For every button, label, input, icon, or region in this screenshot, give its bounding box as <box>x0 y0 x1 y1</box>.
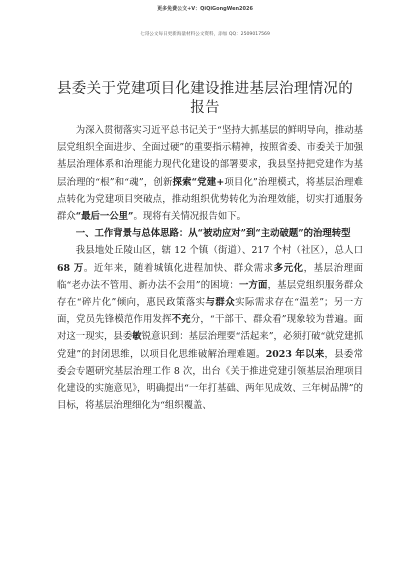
document-title <box>50 80 360 118</box>
title-line-2: 报告 <box>190 100 220 116</box>
intro-bold-1: 探索“党建+ <box>172 176 225 188</box>
watermark-sub-note: 七哥公文每日更新海量材料公文资料，添加 QQ：2509017569 <box>140 32 270 37</box>
bg-bold-3: 一方面 <box>238 279 268 291</box>
watermark-top-note: 更多免费公文+V：QiQiGongWen2026 <box>157 6 253 12</box>
bg-bold-6: 敏 <box>132 331 142 343</box>
bg-text-2: 。近年来，随着城镇化进程加快、群众需求 <box>83 262 274 274</box>
intro-text-2: 项目化”治理模式，将基层治理难点转化为党建项目突破点，推动组织优势转化为治理效能，切实打通服务群众 <box>57 176 363 223</box>
background-paragraph <box>57 242 363 414</box>
bg-text-5: 实际需求存在“温差”；另一方面，党员先锋模范作用发挥 <box>57 297 363 326</box>
intro-text-3: 。现将有关情况报告如下。 <box>133 211 246 223</box>
intro-text-1: 为深入贯彻落实习近平总书记关于“坚持大抓基层的鲜明导向，推动基层党组织全面进步、全面过硬”的重要指示精神，按照省委、市委关于加强基层治理体系和治理能力现代化建设的部署要求，我县坚持把党建作为基层治理的“根”和“魂”，创新 <box>57 125 363 188</box>
bg-bold-2: 多元化 <box>273 262 304 274</box>
bg-bold-1: 68 万 <box>57 262 84 274</box>
bg-text-6: 分，“干部干、群众看”现象较为普遍。面对这一现实，县委 <box>57 314 363 343</box>
bg-text-7: 锐意识到：基层治理要“活起来”，必须打破“就党建抓党建”的封闭思维，以项目化思维破解治理难题。 <box>57 331 363 360</box>
document-body <box>57 122 363 414</box>
bg-text-3: ，基层治理面临“老办法不管用、新办法不会用”的困境： <box>57 262 363 291</box>
bg-text-8: ，县委常委会专题研究基层治理工作 8 次，出台《关于推进党建引领基层治理项目化建设的实施意见》，明确提出“一年打基础、两年见成效、三年树品牌”的目标，将基层治理细化为“组织覆盖、 <box>57 348 363 412</box>
bg-bold-5: 不充 <box>171 314 191 326</box>
bg-bold-4: 与群众 <box>205 297 236 309</box>
title-line-1: 县委关于党建项目化建设推进基层治理情况的 <box>57 81 353 97</box>
section-1-heading: 一、工作背景与总体思路：从“被动应对”到“主动破题”的治理转型 <box>75 228 351 240</box>
intro-paragraph <box>57 122 363 225</box>
bg-bold-7: 2023 年以来 <box>265 348 325 360</box>
bg-text-4: ，基层党组织服务群众存在“碎片化”倾向，惠民政策落实 <box>57 279 363 309</box>
bg-text-1: 我县地处丘陵山区，辖 12 个镇（街道）、217 个村（社区），总人口 <box>75 245 363 257</box>
intro-bold-2: “最后一公里” <box>75 211 134 223</box>
